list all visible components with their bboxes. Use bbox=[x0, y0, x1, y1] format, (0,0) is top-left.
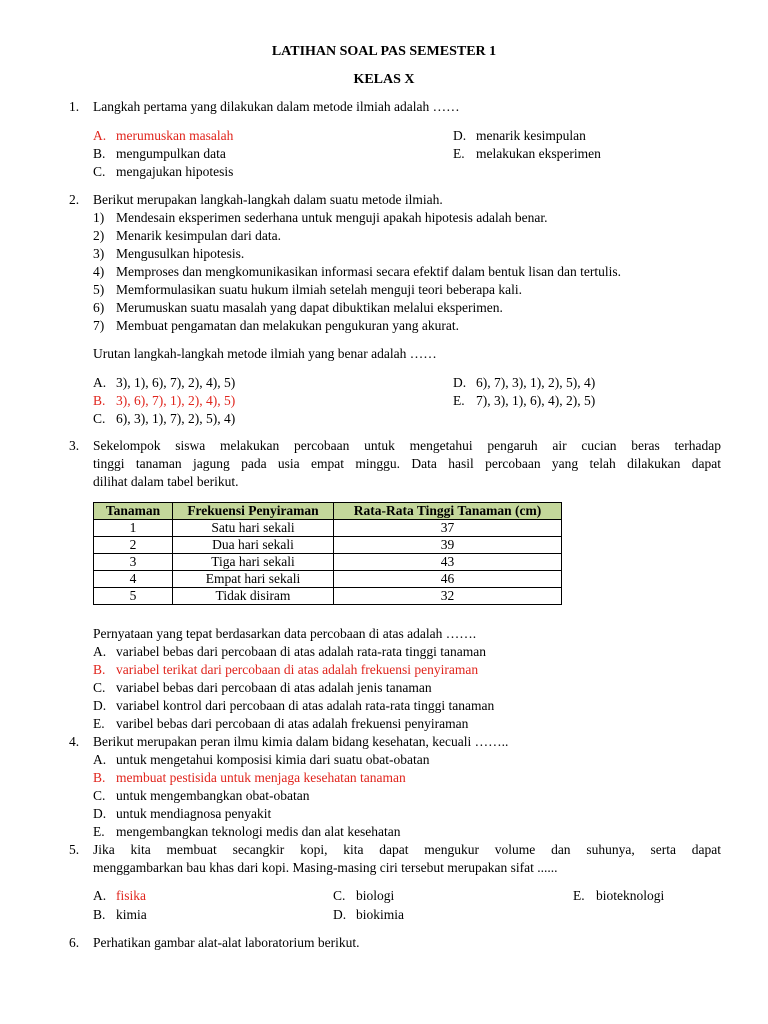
option-a: A. 3), 1), 6), 7), 2), 4), 5) bbox=[93, 375, 236, 390]
question-number: 3. bbox=[69, 438, 80, 453]
option-a: A. variabel bebas dari percobaan di atas adalah rata-rata tinggi tanaman bbox=[93, 644, 486, 659]
question-number: 5. bbox=[69, 842, 80, 857]
option-c: C. biologi bbox=[333, 888, 395, 903]
option-d: D. 6), 7), 3), 1), 2), 5), 4) bbox=[453, 375, 596, 390]
table-row bbox=[94, 520, 562, 537]
table-cell: 4 bbox=[94, 571, 173, 588]
question-text-line: Sekelompok siswa melakukan percobaan untuk mengetahui pengaruh air cucian beras terhadap bbox=[93, 438, 721, 453]
question-text: Langkah pertama yang dilakukan dalam metode ilmiah adalah …… bbox=[93, 99, 460, 114]
option-e: E. 7), 3), 1), 6), 4), 2), 5) bbox=[453, 393, 596, 408]
option-b: B. kimia bbox=[93, 907, 147, 922]
question-text-line: menggambarkan bau khas dari kopi. Masing-masing ciri tersebut merupakan sifat ...... bbox=[93, 860, 558, 875]
question-number: 2. bbox=[69, 192, 80, 207]
table-cell: 1 bbox=[94, 520, 173, 537]
option-b: B. 3), 6), 7), 1), 2), 4), 5) bbox=[93, 393, 236, 408]
table-cell: 46 bbox=[334, 571, 562, 588]
question-text: Berikut merupakan peran ilmu kimia dalam bidang kesehatan, kecuali …….. bbox=[93, 734, 509, 749]
table-cell: 39 bbox=[334, 537, 562, 554]
option-c: C. untuk mengembangkan obat-obatan bbox=[93, 788, 310, 803]
table-cell: 43 bbox=[334, 554, 562, 571]
option-e: E. bioteknologi bbox=[573, 888, 665, 903]
question-number: 4. bbox=[69, 734, 80, 749]
question-text: Berikut merupakan langkah-langkah dalam suatu metode ilmiah. bbox=[93, 192, 443, 207]
option-c: C. 6), 3), 1), 7), 2), 5), 4) bbox=[93, 411, 236, 426]
option-d: D. variabel kontrol dari percobaan di atas adalah rata-rata tinggi tanaman bbox=[93, 698, 495, 713]
option-b: B. membuat pestisida untuk menjaga kesehatan tanaman bbox=[93, 770, 406, 785]
option-b: B. mengumpulkan data bbox=[93, 146, 226, 161]
question-text-line: Jika kita membuat secangkir kopi, kita dapat mengukur volume dan suhunya, serta dapat bbox=[93, 842, 721, 857]
option-c: C. variabel bebas dari percobaan di atas adalah jenis tanaman bbox=[93, 680, 432, 695]
table-cell: Empat hari sekali bbox=[173, 571, 334, 588]
table-cell: 2 bbox=[94, 537, 173, 554]
table-row bbox=[94, 537, 562, 554]
option-e: E. mengembangkan teknologi medis dan alat kesehatan bbox=[93, 824, 401, 839]
option-b: B. variabel terikat dari percobaan di atas adalah frekuensi penyiraman bbox=[93, 662, 479, 677]
option-d: D. biokimia bbox=[333, 907, 404, 922]
option-a: A. untuk mengetahui komposisi kimia dari suatu obat-obatan bbox=[93, 752, 430, 767]
table-cell: Satu hari sekali bbox=[173, 520, 334, 537]
data-table bbox=[93, 502, 562, 605]
option-d: D. menarik kesimpulan bbox=[453, 128, 586, 143]
table-header-row bbox=[94, 503, 562, 520]
table-cell: Tidak disiram bbox=[173, 588, 334, 605]
option-a: A. fisika bbox=[93, 888, 146, 903]
step-item: 6) Merumuskan suatu masalah yang dapat dibuktikan melalui eksperimen. bbox=[93, 300, 503, 315]
step-item: 7) Membuat pengamatan dan melakukan pengukuran yang akurat. bbox=[93, 318, 460, 333]
option-e: E. melakukan eksperimen bbox=[453, 146, 601, 161]
table-cell: 37 bbox=[334, 520, 562, 537]
question-number: 1. bbox=[69, 99, 80, 114]
page-title: LATIHAN SOAL PAS SEMESTER 1 bbox=[271, 44, 497, 59]
question-text: Perhatikan gambar alat-alat laboratorium berikut. bbox=[93, 935, 360, 950]
page-subtitle: KELAS X bbox=[353, 72, 415, 87]
question-number: 6. bbox=[69, 935, 80, 950]
option-a: A. merumuskan masalah bbox=[93, 128, 234, 143]
step-item: 1) Mendesain eksperimen sederhana untuk menguji apakah hipotesis adalah benar. bbox=[93, 210, 548, 225]
table-cell: 5 bbox=[94, 588, 173, 605]
table-header: Tanaman bbox=[94, 503, 173, 520]
question-text-line: dilihat dalam tabel berikut. bbox=[93, 474, 239, 489]
option-c: C. mengajukan hipotesis bbox=[93, 164, 234, 179]
step-item: 2) Menarik kesimpulan dari data. bbox=[93, 228, 281, 243]
table-cell: 3 bbox=[94, 554, 173, 571]
table-row bbox=[94, 554, 562, 571]
question-text-line: tinggi tanaman jagung pada usia empat minggu. Data hasil percobaan yang telah dilakukan dapat bbox=[93, 456, 721, 471]
question-prompt: Pernyataan yang tepat berdasarkan data percobaan di atas adalah ……. bbox=[93, 626, 477, 641]
table-header: Rata-Rata Tinggi Tanaman (cm) bbox=[334, 503, 562, 520]
step-item: 4) Memproses dan mengkomunikasikan informasi secara efektif dalam bentuk lisan dan tertulis. bbox=[93, 264, 621, 279]
step-item: 3) Mengusulkan hipotesis. bbox=[93, 246, 245, 261]
step-item: 5) Memformulasikan suatu hukum ilmiah setelah menguji teori beberapa kali. bbox=[93, 282, 523, 297]
table-row bbox=[94, 588, 562, 605]
table-row bbox=[94, 571, 562, 588]
table-cell: 32 bbox=[334, 588, 562, 605]
table-cell: Tiga hari sekali bbox=[173, 554, 334, 571]
option-d: D. untuk mendiagnosa penyakit bbox=[93, 806, 272, 821]
table-cell: Dua hari sekali bbox=[173, 537, 334, 554]
option-e: E. varibel bebas dari percobaan di atas adalah frekuensi penyiraman bbox=[93, 716, 469, 731]
question-prompt: Urutan langkah-langkah metode ilmiah yang benar adalah …… bbox=[93, 346, 437, 361]
table-header: Frekuensi Penyiraman bbox=[173, 503, 334, 520]
